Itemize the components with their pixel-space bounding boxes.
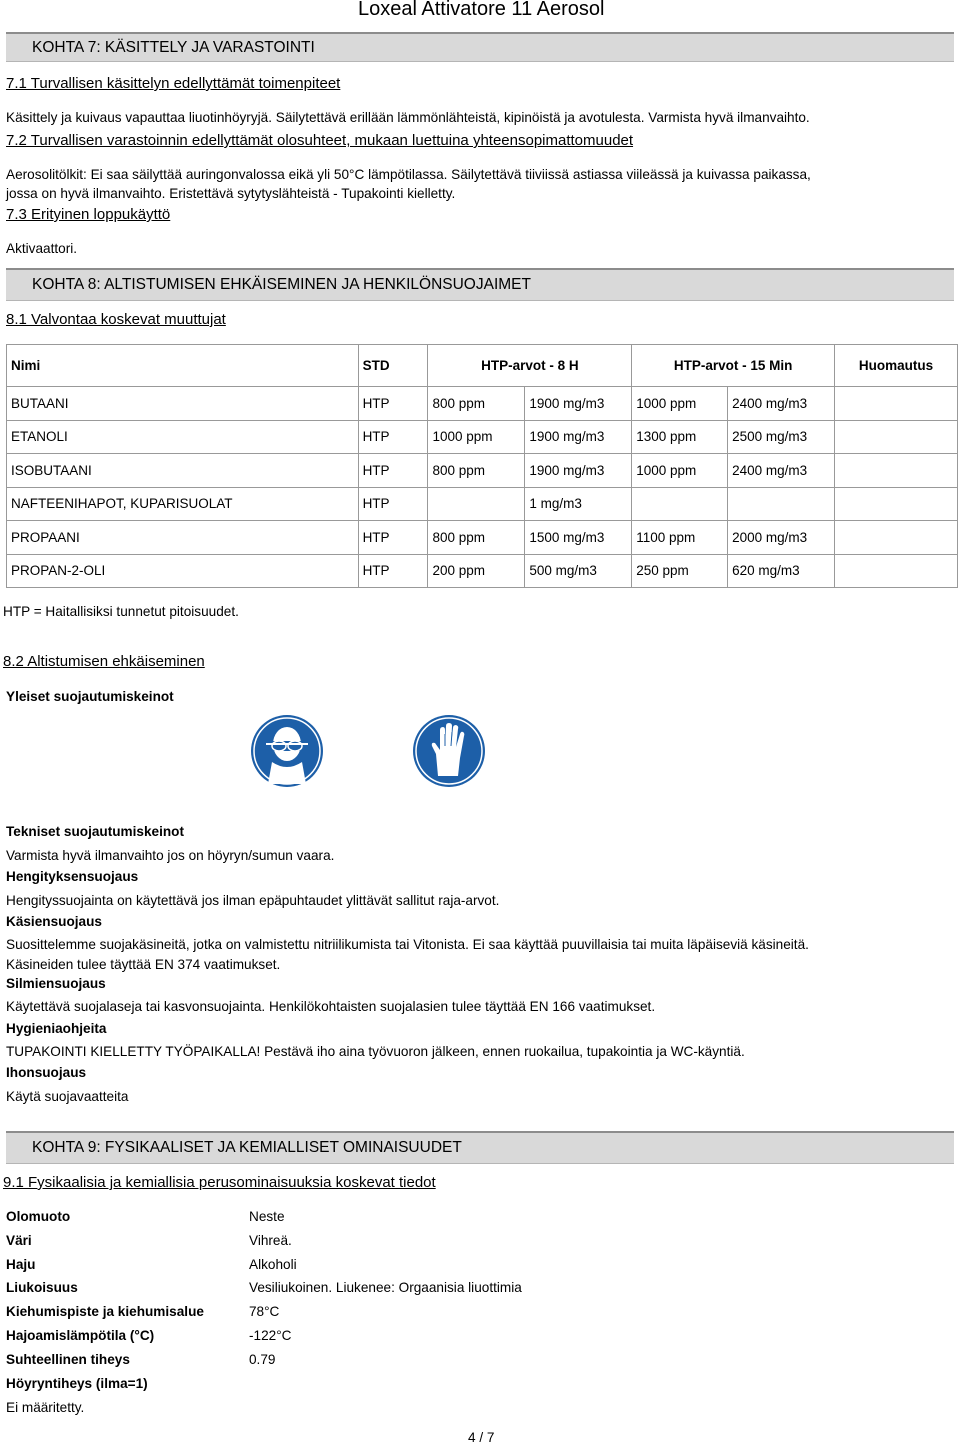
- cell-15min-mg: [728, 487, 835, 521]
- cell-std: HTP: [358, 521, 428, 555]
- cell-name: PROPAANI: [7, 521, 359, 555]
- section-9-heading: KOHTA 9: FYSIKAALISET JA KEMIALLISET OMINAISUUDET: [32, 1139, 462, 1156]
- cell-15min-mg: 2400 mg/m3: [728, 454, 835, 488]
- cell-8h-mg: 1900 mg/m3: [525, 387, 632, 421]
- respiratory-protection-label: Hengityksensuojaus: [6, 869, 139, 884]
- cell-name: BUTAANI: [7, 387, 359, 421]
- cell-15min-ppm: 1000 ppm: [632, 454, 728, 488]
- eye-protection-label: Silmiensuojaus: [6, 976, 106, 991]
- table-row: [7, 521, 958, 555]
- section-7-band: [6, 32, 954, 62]
- subsection-7-2-text-2: jossa on hyvä ilmanvaihto. Eristettävä sytytyslähteistä - Tupakointi kielletty.: [6, 186, 456, 201]
- property-label: Väri: [6, 1233, 32, 1248]
- cell-name: ETANOLI: [7, 420, 359, 454]
- property-label: Haju: [6, 1257, 36, 1272]
- property-value: Vesiliukoinen. Liukenee: Orgaanisia liuottimia: [249, 1280, 522, 1295]
- cell-15min-ppm: [632, 487, 728, 521]
- subsection-7-3-title: 7.3 Erityinen loppukäyttö: [6, 206, 171, 223]
- table-row: [7, 487, 958, 521]
- hygiene-label: Hygieniaohjeita: [6, 1021, 107, 1036]
- not-determined-text: Ei määritetty.: [6, 1400, 85, 1415]
- table-header-row: [7, 345, 958, 387]
- cell-std: HTP: [358, 487, 428, 521]
- subsection-7-3-text: Aktivaattori.: [6, 241, 78, 256]
- table-footnote: HTP = Haitallisiksi tunnetut pitoisuudet.: [3, 604, 239, 619]
- property-value: 78°C: [249, 1304, 280, 1319]
- property-value: -122°C: [249, 1328, 292, 1343]
- subsection-7-2-text-1: Aerosolitölkit: Ei saa säilyttää auringonvalossa eikä yli 50°C lämpötilassa. Säilytettävä tiiviissä astiassa viileässä ja kuivassa paikassa,: [6, 167, 811, 182]
- page-number: 4 / 7: [468, 1430, 495, 1443]
- cell-remark: [835, 454, 958, 488]
- respiratory-protection-text: Hengityssuojainta on käytettävä jos ilman epäpuhtaudet ylittävät sallitut raja-arvot.: [6, 893, 500, 908]
- subsection-7-1-text: Käsittely ja kuivaus vapauttaa liuotinhöyryjä. Säilytettävä erillään lämmönlähteistä, kipinöistä ja avotulesta. Varmista hyvä ilmanvaihto.: [6, 110, 810, 125]
- cell-15min-ppm: 1000 ppm: [632, 387, 728, 421]
- subsection-9-1-title: 9.1 Fysikaalisia ja kemiallisia perusominaisuuksia koskevat tiedot: [3, 1174, 436, 1191]
- cell-8h-mg: 500 mg/m3: [525, 554, 632, 588]
- cell-name: ISOBUTAANI: [7, 454, 359, 488]
- subsection-7-1-title: 7.1 Turvallisen käsittelyn edellyttämät toimenpiteet: [6, 75, 341, 92]
- cell-8h-ppm: 800 ppm: [428, 387, 525, 421]
- property-label: Liukoisuus: [6, 1280, 78, 1295]
- cell-remark: [835, 521, 958, 555]
- cell-remark: [835, 554, 958, 588]
- section-9-band: [6, 1131, 954, 1164]
- header-name: Nimi: [7, 345, 359, 387]
- gloves-mandatory-icon: [412, 714, 486, 788]
- header-std: STD: [358, 345, 428, 387]
- eye-protection-text: Käytettävä suojalaseja tai kasvonsuojainta. Henkilökohtaisten suojalasien tulee täyttää EN 166 vaatimukset.: [6, 999, 656, 1014]
- cell-15min-ppm: 1100 ppm: [632, 521, 728, 555]
- technical-measures-label: Tekniset suojautumiskeinot: [6, 824, 185, 839]
- cell-8h-ppm: [428, 487, 525, 521]
- cell-8h-ppm: 800 ppm: [428, 521, 525, 555]
- property-label: Hajoamislämpötila (°C): [6, 1328, 155, 1343]
- cell-8h-mg: 1500 mg/m3: [525, 521, 632, 555]
- header-htp-8h: HTP-arvot - 8 H: [428, 345, 632, 387]
- cell-15min-mg: 2500 mg/m3: [728, 420, 835, 454]
- cell-15min-ppm: 250 ppm: [632, 554, 728, 588]
- property-label: Höyryntiheys (ilma=1): [6, 1376, 148, 1391]
- cell-remark: [835, 420, 958, 454]
- cell-8h-ppm: 200 ppm: [428, 554, 525, 588]
- subsection-8-2-title: 8.2 Altistumisen ehkäiseminen: [3, 653, 205, 670]
- document-title: Loxeal Attivatore 11 Aerosol: [358, 0, 605, 20]
- cell-remark: [835, 487, 958, 521]
- table-row: [7, 454, 958, 488]
- cell-8h-ppm: 800 ppm: [428, 454, 525, 488]
- hand-protection-text-1: Suosittelemme suojakäsineitä, jotka on valmistettu nitriilikumista tai Vitonista. Ei saa käyttää puuvillaisia tai muita läpäiseviä käsineitä.: [6, 937, 809, 952]
- cell-8h-ppm: 1000 ppm: [428, 420, 525, 454]
- table-row: [7, 387, 958, 421]
- cell-15min-mg: 2000 mg/m3: [728, 521, 835, 555]
- section-8-heading: KOHTA 8: ALTISTUMISEN EHKÄISEMINEN JA HENKILÖNSUOJAIMET: [32, 276, 531, 293]
- property-label: Suhteellinen tiheys: [6, 1352, 130, 1367]
- cell-std: HTP: [358, 387, 428, 421]
- hygiene-text: TUPAKOINTI KIELLETTY TYÖPAIKALLA! Pestävä iho aina työvuoron jälkeen, ennen ruokailua, tupakointia ja WC-käyntiä.: [6, 1044, 745, 1059]
- section-7-heading: KOHTA 7: KÄSITTELY JA VARASTOINTI: [32, 39, 315, 56]
- property-label: Olomuoto: [6, 1209, 71, 1224]
- technical-measures-text: Varmista hyvä ilmanvaihto jos on höyryn/sumun vaara.: [6, 848, 335, 863]
- cell-name: PROPAN-2-OLI: [7, 554, 359, 588]
- section-8-band: [6, 268, 954, 301]
- header-remark: Huomautus: [835, 345, 958, 387]
- table-row: [7, 420, 958, 454]
- exposure-limits-table: [6, 344, 958, 588]
- cell-8h-mg: 1900 mg/m3: [525, 420, 632, 454]
- header-htp-15min: HTP-arvot - 15 Min: [632, 345, 835, 387]
- skin-protection-label: Ihonsuojaus: [6, 1065, 87, 1080]
- cell-15min-mg: 620 mg/m3: [728, 554, 835, 588]
- hand-protection-text-2: Käsineiden tulee täyttää EN 374 vaatimukset.: [6, 957, 281, 972]
- hand-protection-label: Käsiensuojaus: [6, 914, 102, 929]
- cell-name: NAFTEENIHAPOT, KUPARISUOLAT: [7, 487, 359, 521]
- cell-15min-mg: 2400 mg/m3: [728, 387, 835, 421]
- subsection-8-1-title: 8.1 Valvontaa koskevat muuttujat: [6, 311, 226, 328]
- cell-std: HTP: [358, 554, 428, 588]
- subsection-7-2-title: 7.2 Turvallisen varastoinnin edellyttämät olosuhteet, mukaan luettuina yhteensopimattomuudet: [6, 132, 634, 149]
- cell-std: HTP: [358, 454, 428, 488]
- goggles-mandatory-icon: [250, 714, 324, 788]
- property-value: 0.79: [249, 1352, 276, 1367]
- table-row: [7, 554, 958, 588]
- cell-8h-mg: 1 mg/m3: [525, 487, 632, 521]
- property-value: Alkoholi: [249, 1257, 297, 1272]
- property-label: Kiehumispiste ja kiehumisalue: [6, 1304, 204, 1319]
- cell-remark: [835, 387, 958, 421]
- cell-8h-mg: 1900 mg/m3: [525, 454, 632, 488]
- general-protection-label: Yleiset suojautumiskeinot: [6, 689, 174, 704]
- cell-15min-ppm: 1300 ppm: [632, 420, 728, 454]
- cell-std: HTP: [358, 420, 428, 454]
- skin-protection-text: Käytä suojavaatteita: [6, 1089, 129, 1104]
- property-value: Vihreä.: [249, 1233, 292, 1248]
- property-value: Neste: [249, 1209, 285, 1224]
